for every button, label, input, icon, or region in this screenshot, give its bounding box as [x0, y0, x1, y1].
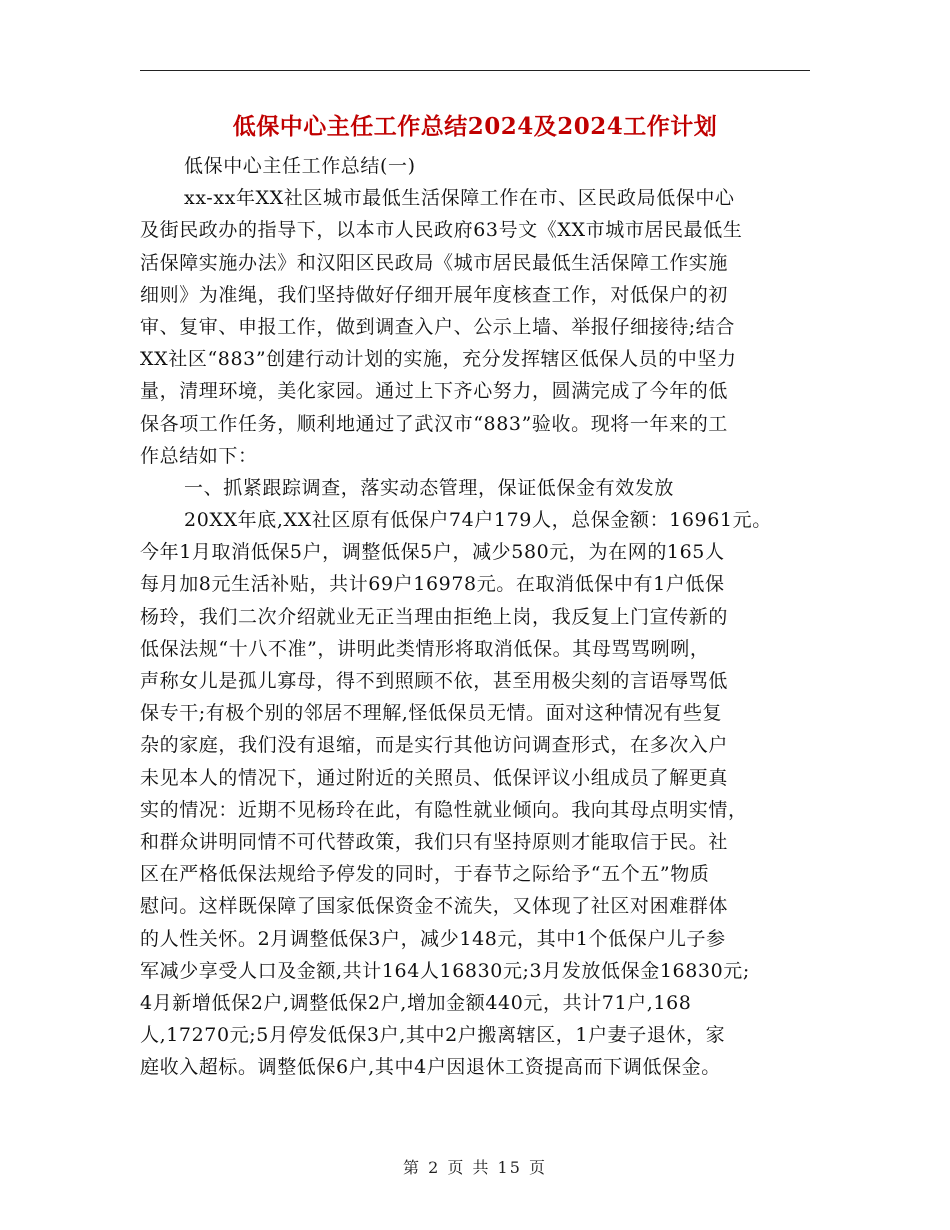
paragraph-line: 活保障实施办法》和汉阳区民政局《城市居民最低生活保障工作实施	[140, 251, 729, 274]
paragraph-line: 区在严格低保法规给予停发的同时，于春节之际给予“五个五”物质	[140, 863, 710, 886]
paragraph-line: 每月加8元生活补贴，共计69户16978元。在取消低保中有1户低保	[140, 573, 725, 596]
paragraph-line: 低保法规“十八不准”，讲明此类情形将取消低保。其母骂骂咧咧，	[140, 637, 710, 660]
paragraph-line: 审、复审、申报工作，做到调查入户、公示上墙、举报仔细接待;结合	[140, 315, 736, 338]
paragraph-line: 杂的家庭，我们没有退缩，而是实行其他访问调查形式，在多次入户	[140, 734, 729, 757]
paragraph-line: XX社区“883”创建行动计划的实施，充分发挥辖区低保人员的中坚力	[140, 348, 737, 371]
paragraph-line: 4月新增低保2户,调整低保2户,增加金额440元，共计71户,168	[140, 991, 692, 1014]
document-title: 低保中心主任工作总结2024及2024工作计划	[232, 113, 718, 140]
paragraph-line: 未见本人的情况下，通过附近的关照员、低保评议小组成员了解更真	[140, 766, 729, 789]
paragraph-line: 今年1月取消低保5户，调整低保5户，减少580元，为在网的165人	[140, 541, 725, 564]
document-body	[140, 150, 810, 1083]
paragraph-line: 声称女儿是孤儿寡母，得不到照顾不依，甚至用极尖刻的言语辱骂低	[140, 670, 729, 692]
paragraph-line: 军减少享受人口及金额,共计164人16830元;3月发放低保金16830元;	[140, 959, 750, 982]
paragraph-line: 实的情况：近期不见杨玲在此，有隐性就业倾向。我向其母点明实情，	[140, 798, 748, 821]
paragraph-line: 和群众讲明同情不可代替政策，我们只有坚持原则才能取信于民。社	[140, 830, 729, 853]
paragraph-line: 人,17270元;5月停发低保3户,其中2户搬离辖区，1户妻子退休，家	[140, 1024, 726, 1047]
header-rule	[140, 70, 810, 71]
paragraph-line: 杨玲，我们二次介绍就业无正当理由拒绝上岗，我反复上门宣传新的	[140, 605, 729, 628]
paragraph-line: 保专干;有极个别的邻居不理解,怪低保员无情。面对这种情况有些复	[140, 702, 723, 725]
paragraph-line: 保各项工作任务，顺利地通过了武汉市“883”验收。现将一年来的工	[140, 412, 728, 435]
paragraph-line: xx-xx年XX社区城市最低生活保障工作在市、区民政局低保中心	[184, 187, 735, 210]
paragraph-line: 庭收入超标。调整低保6户,其中4户因退休工资提高而下调低保金。	[140, 1056, 721, 1079]
paragraph-line: 的人性关怀。2月调整低保3户，减少148元，其中1个低保户儿子参	[140, 927, 726, 950]
paragraph-line: 细则》为准绳，我们坚持做好仔细开展年度核查工作，对低保户的初	[140, 283, 729, 306]
page-number: 第 2 页 共 15 页	[403, 1158, 547, 1177]
subsection-heading: 一、抓紧跟踪调查，落实动态管理，保证低保金有效发放	[184, 476, 675, 499]
section-heading: 低保中心主任工作总结(一)	[184, 155, 416, 177]
paragraph-line: 慰问。这样既保障了国家低保资金不流失，又体现了社区对困难群体	[140, 895, 729, 918]
paragraph-line: 量，清理环境，美化家园。通过上下齐心努力，圆满完成了今年的低	[140, 380, 729, 403]
paragraph-line: 及街民政办的指导下，以本市人民政府63号文《XX市城市居民最低生	[140, 219, 743, 242]
paragraph-line: 作总结如下：	[140, 444, 258, 467]
paragraph-line: 20XX年底,XX社区原有低保户74户179人，总保金额：16961元。	[184, 509, 772, 532]
